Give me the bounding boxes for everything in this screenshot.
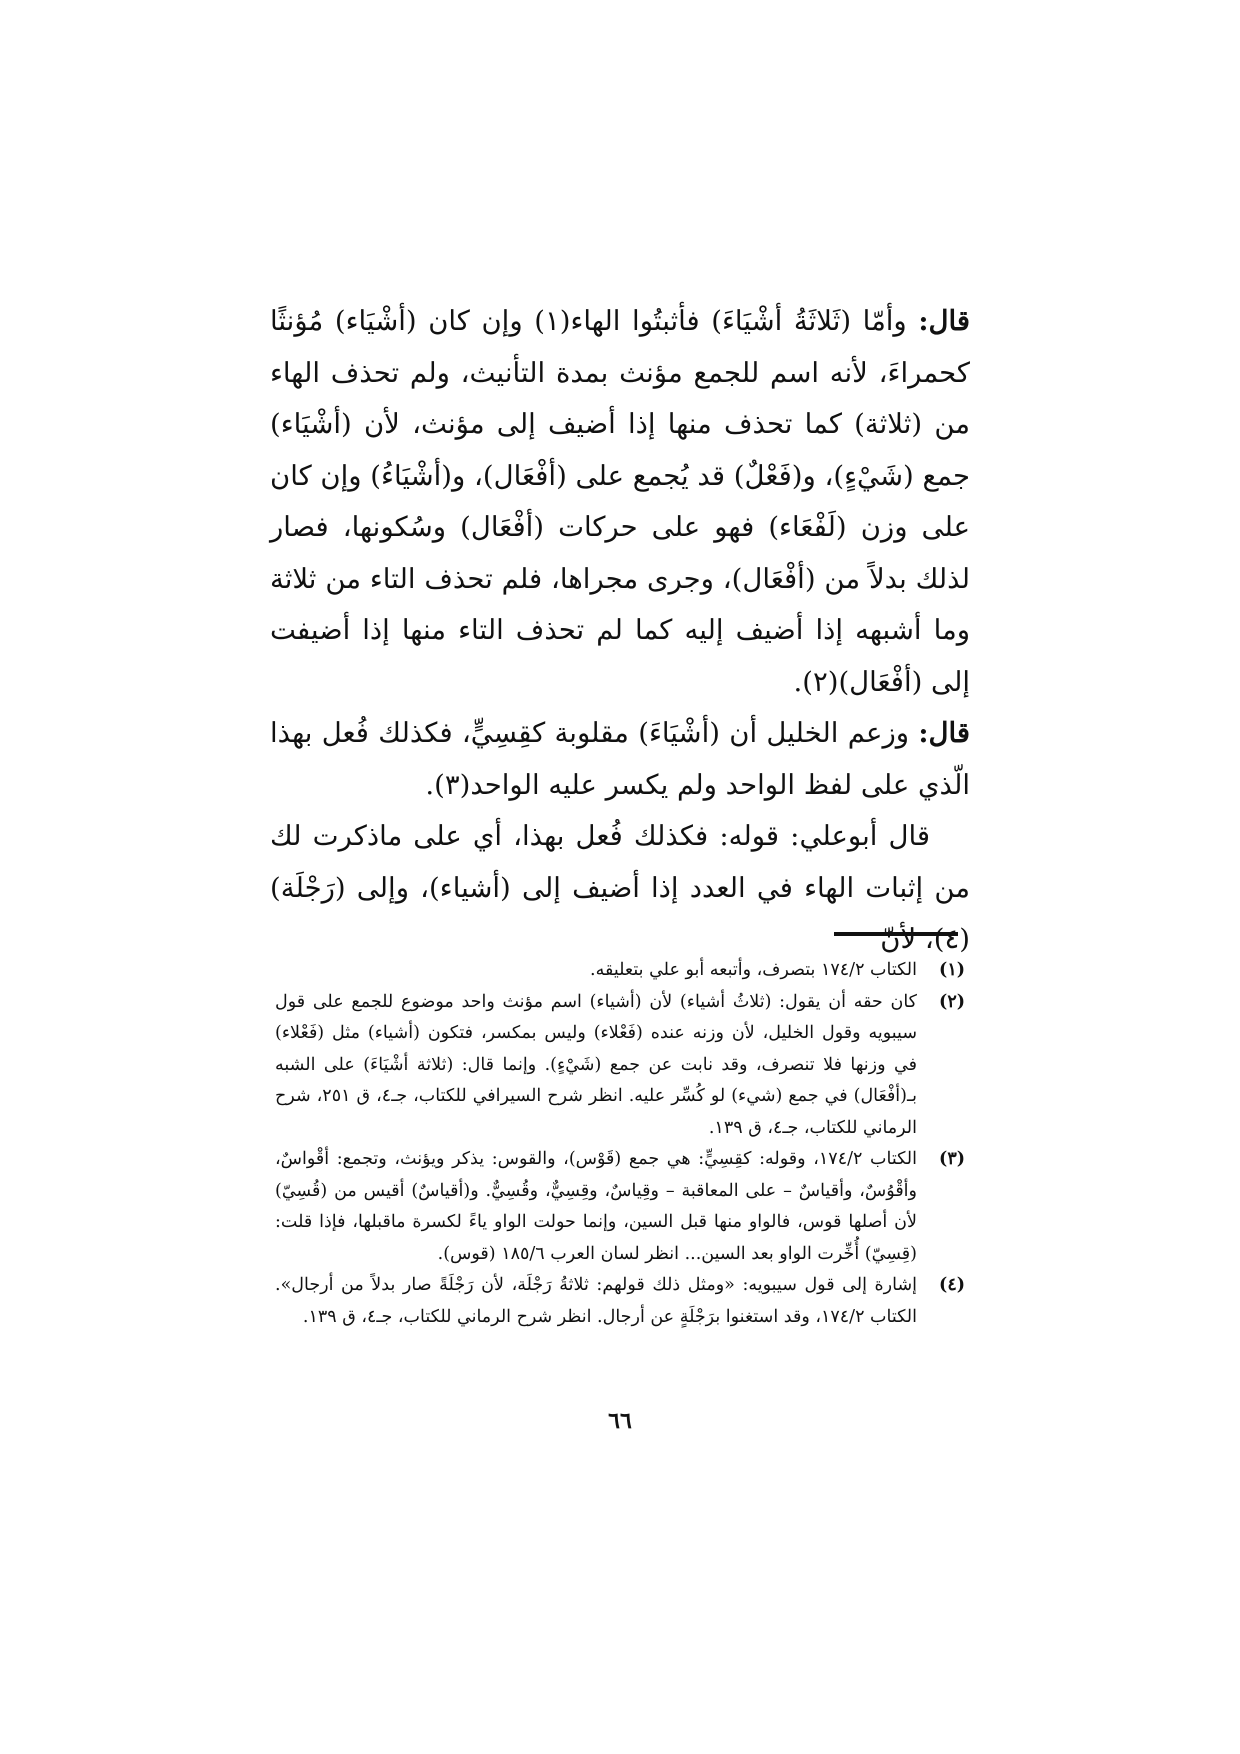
footnotes — [275, 955, 965, 1333]
footnote — [275, 987, 965, 1145]
footnote-number: (٢) — [939, 991, 965, 1012]
paragraph-text: وزعم الخليل أن (أشْيَاءَ) مقلوبة كقِسِيٍّ، فكذلك فُعل بهذا الّذي على لفظ الواحد ولم يكسر عليه الواحد(٣). — [270, 717, 970, 801]
page-number: ٦٦ — [608, 1408, 632, 1434]
paragraph — [270, 708, 970, 811]
main-text — [270, 296, 970, 966]
footnote-text: إشارة إلى قول سيبويه: «ومثل ذلك قولهم: ثلاثةُ رَجْلَة، لأن رَجْلَةً صار بدلاً من أرجال». الكتاب ١٧٤/٢، وقد استغنوا برَجْلَةٍ عن أرجال. انظر شرح الرماني للكتاب، جـ٤، ق ١٣٩. — [275, 1275, 917, 1327]
paragraph-text: وأمّا (ثَلاثَةُ أشْيَاءَ) فأثبتُوا الهاء(١) وإن كان (أشْيَاء) مُؤنثًا كحمراءَ، لأنه اسم للجمع مؤنث بمدة التأنيث، ولم تحذف الهاء من (ثلاثة) كما تحذف منها إذا أضيف إلى مؤنث، لأن (أشْيَاء) جمع (شَيْءٍ)، و(فَعْلٌ) قد يُجمع على (أفْعَال)، و(أشْيَاءُ) وإن كان على وزن (لَفْعَاء) فهو على حركات (أفْعَال) وسُكونها، فصار لذلك بدلاً من (أفْعَال)، وجرى مجراها، فلم تحذف التاء من ثلاثة وما أشبهه إذا أضيف إليه كما لم تحذف التاء منها إذا أضيفت إلى (أفْعَال)(٢). — [270, 305, 970, 698]
footnote-number: (٣) — [939, 1149, 965, 1169]
paragraph-lead: قال: — [918, 305, 970, 337]
paragraph-text: قال أبوعلي: قوله: فكذلك فُعل بهذا، أي على ماذكرت لك من إثبات الهاء في العدد إذا أضيف إلى (أشياء)، وإلى (رَجْلَة)(٤)، لأنّ — [270, 820, 970, 955]
paragraph-lead: قال: — [918, 717, 970, 749]
footnote — [275, 1270, 965, 1333]
footnote-text: الكتاب ١٧٤/٢ بتصرف، وأتبعه أبو علي بتعليقه. — [590, 960, 917, 980]
footnote-text: الكتاب ١٧٤/٢، وقوله: كقِسِيٍّ: هي جمع (قَوْس)، والقوس: يذكر ويؤنث، وتجمع: أقْواسٌ، وأقْوُسٌ، وأقياسٌ – على المعاقبة – وقِياسٌ، وقِسِيٌّ، وقُسِيٌّ. و(أقياسٌ) أقيس من (قُسِيّ) لأن أصلها قوس، فالواو منها قبل السين، وإنما حولت الواو ياءً لكسرة ماقبلها، فإذا قلت: (قِسِيّ) أُخِّرت الواو بعد السين... انظر لسان العرب ١٨٥/٦ (قوس). — [275, 1149, 917, 1264]
footnote — [275, 955, 965, 987]
paragraph — [270, 811, 970, 966]
footnote — [275, 1144, 965, 1270]
paragraph — [270, 296, 970, 708]
footnote-number: (٤) — [939, 1275, 965, 1295]
footnote-number: (١) — [939, 960, 965, 980]
footnote-text: كان حقه أن يقول: (ثلاثُ أشياء) لأن (أشياء) اسم مؤنث واحد موضوع للجمع على قول سيبويه وقول الخليل، لأن وزنه عنده (فَعْلاء) وليس بمكسر، فتكون (أشياء) مثل (فَعْلاء) في وزنها فلا تنصرف، وقد نابت عن جمع (شَيْءٍ). وإنما قال: (ثلاثة أشْيَاءَ) على الشبه بـ(أفْعَال) في جمع (شيء) لو كُسِّر عليه. انظر شرح السيرافي للكتاب، جـ٤، ق ٢٥١، شرح الرماني للكتاب، جـ٤، ق ١٣٩. — [275, 991, 917, 1138]
footnote-divider — [834, 932, 958, 936]
